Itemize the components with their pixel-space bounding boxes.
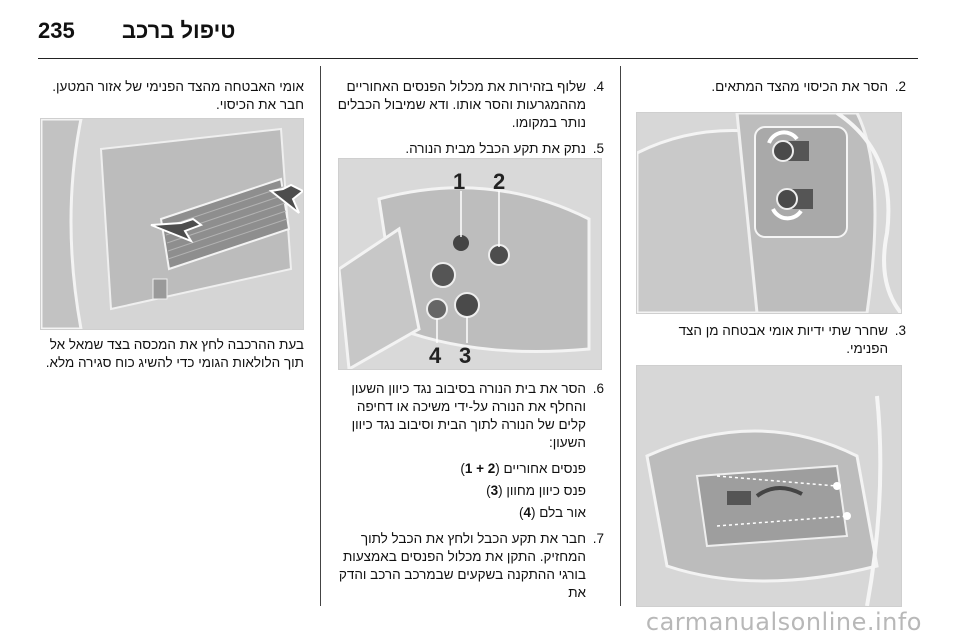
legend-item-2: פנס כיוון מחוון (3) — [486, 483, 586, 498]
legend-label: פנס כיוון מחוון — [506, 483, 586, 498]
page-header — [38, 14, 918, 48]
figure-cover-installation — [40, 118, 304, 330]
legend-item-3: אור בלם (4) — [518, 505, 586, 520]
step-3 — [636, 322, 906, 358]
middle-column — [334, 78, 604, 166]
legend-label: אור בלם — [539, 505, 586, 520]
step-number: 3. — [894, 323, 906, 338]
step-5 — [334, 140, 604, 158]
step-text: הסר את הכיסוי מהצד המתאים. — [711, 79, 888, 94]
step-6 — [334, 380, 604, 452]
legend-item-1: פנסים אחוריים (2 + 1) — [460, 461, 586, 476]
step-number: 5. — [592, 141, 604, 156]
legend-value: 4 — [523, 505, 531, 520]
left-column — [40, 78, 304, 114]
step-text: הסר את בית הנורה בסיבוב נגד כיוון השעון והחלף את הנורה על-ידי משיכה או דחיפה קלים של הנורה לתוך הבית וסיבוב נגד כיוון השעון: — [351, 381, 586, 450]
step-number: 7. — [592, 531, 604, 546]
right-column — [636, 78, 906, 104]
column-divider-left — [320, 66, 321, 606]
step-number: 2. — [894, 79, 906, 94]
callout-label-2: 2 — [493, 169, 506, 194]
callout-label-1: 1 — [453, 169, 466, 194]
callout-label-4: 4 — [429, 343, 442, 368]
step-text: חבר את תקע הכבל ולחץ את הכבל לתוך המחזיק. התקן את מכלול הפנסים באמצעות בורגי ההתקנה בשקעים שבמרכב הרכב והדק את — [338, 531, 586, 600]
step-4 — [334, 78, 604, 132]
legend-value: 2 + 1 — [464, 461, 496, 476]
step-text: שחרר שתי ידיות אומי אבטחה מן הצד הפנימי. — [678, 323, 888, 356]
paragraph-1: אומי האבטחה מהצד הפנימי של אזור המטען. חבר את הכיסוי. — [52, 79, 304, 112]
left-column-lower — [40, 336, 304, 372]
page-number: 235 — [38, 18, 75, 43]
column-divider-right — [620, 66, 621, 606]
middle-column-lower — [334, 380, 604, 610]
step-7 — [334, 530, 604, 602]
step-2 — [636, 78, 906, 96]
callout-label-3: 3 — [459, 343, 472, 368]
header-rule — [38, 58, 918, 59]
legend-label: פנסים אחוריים — [503, 461, 586, 476]
legend-value: 3 — [490, 483, 499, 498]
step-text: נתק את תקע הכבל מבית הנורה. — [405, 141, 586, 156]
step-number: 4. — [592, 79, 604, 94]
step-text: שלוף בזהירות את מכלול הפנסים האחוריים מההמגרעות והסר אותו. ודא שמיבול הכבלים נותר במקומו. — [337, 79, 586, 130]
chapter-title: טיפול ברכב — [122, 18, 236, 43]
figure-cover-removal — [636, 112, 902, 314]
watermark: carmanualsonline.info — [645, 608, 922, 636]
figure-lamp-assembly — [636, 365, 902, 607]
figure-bulb-holders — [338, 158, 602, 370]
step-number: 6. — [592, 381, 604, 396]
right-column-lower — [636, 322, 906, 366]
paragraph-2: בעת ההרכבה לחץ את המכסה בצד שמאל אל תוך הלולאות הגומי כדי להשיג כוח סגירה מלא. — [45, 337, 304, 370]
